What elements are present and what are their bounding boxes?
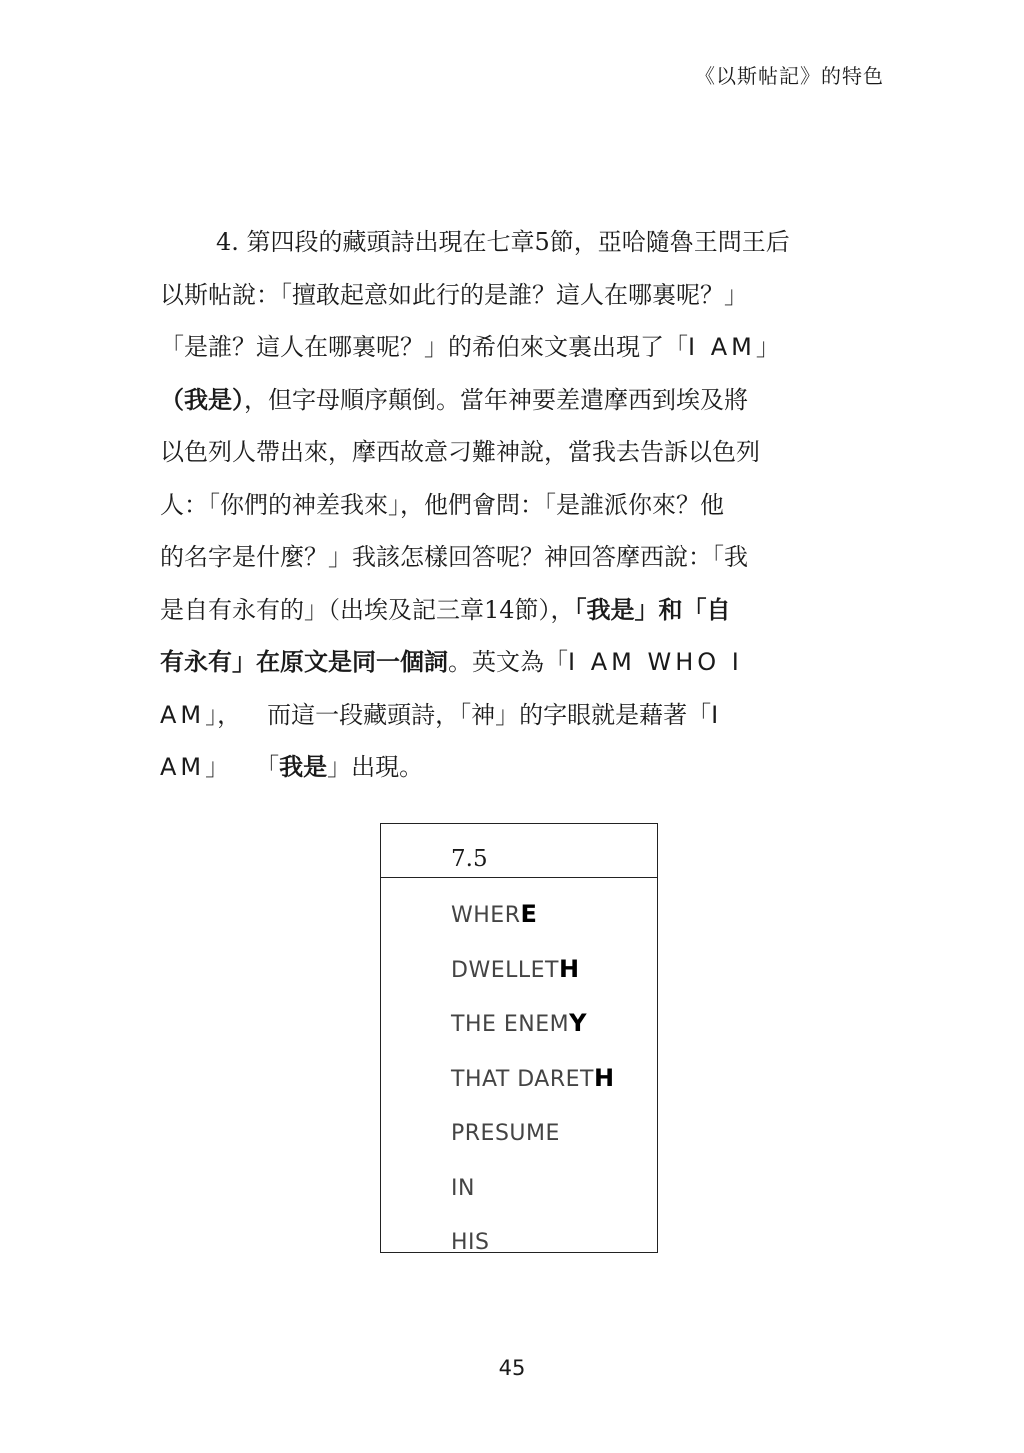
text-segment: 「 [255, 753, 280, 781]
text-segment: 以色列人帶出來，摩西故意刁難神說，當我去告訴以色列 [160, 438, 760, 466]
bold-text: （我是） [160, 385, 244, 414]
verse-line [451, 1215, 657, 1270]
verse-reference: 7.5 [381, 824, 657, 878]
acrostic-verse-box [380, 823, 658, 1253]
text-segment: 4. 第四段的藏頭詩出現在七章5節，亞哈隨魯王問王后 [216, 228, 790, 256]
text-segment: 以斯帖說：「擅敢起意如此行的是誰？這人在哪裏呢？」 [160, 280, 748, 309]
acrostic-letter: H [593, 1063, 615, 1092]
text-segment: 」出現。 [327, 753, 424, 781]
text-segment: 。英文為「 [448, 648, 568, 676]
running-header: 《以斯帖記》的特色 [695, 64, 884, 88]
text-segment: 的名字是什麼？」我該怎樣回答呢？神回答摩西說：「我 [160, 543, 748, 571]
body-paragraph [160, 216, 882, 794]
verse-text: WHER [451, 903, 521, 928]
text-line [160, 426, 882, 479]
i-am-who-i-am-handwritten: I AM WHO I [568, 648, 743, 676]
am-handwritten: AM [160, 700, 206, 729]
i-am-handwritten: I AM [688, 333, 756, 361]
verse-text: THE ENEM [451, 1012, 570, 1037]
verse-line [451, 943, 657, 998]
text-segment: ，但字母順序顛倒。當年神要差遣摩西到埃及將 [244, 385, 748, 414]
text-line [160, 741, 882, 794]
acrostic-letter: Y [569, 1009, 588, 1037]
text-line [160, 269, 882, 322]
text-line [160, 479, 882, 532]
text-segment: 「是誰？這人在哪裏呢？」的希伯來文裏出現了「 [160, 333, 688, 361]
text-line [160, 584, 882, 637]
verse-line [451, 888, 657, 943]
page-number: 45 [498, 1356, 526, 1380]
text-line [160, 321, 882, 374]
verse-line [451, 1106, 657, 1161]
verse-lines [381, 878, 657, 1270]
verse-line [451, 1161, 657, 1216]
i-handwritten: I [711, 700, 723, 729]
verse-text: IN [451, 1175, 475, 1201]
bold-text: 我是 [279, 753, 328, 781]
acrostic-letter: E [520, 900, 538, 928]
text-line [160, 531, 882, 584]
verse-line [451, 997, 657, 1052]
verse-line [451, 1052, 657, 1107]
verse-text: THAT DARET [451, 1066, 594, 1092]
text-line [160, 216, 882, 269]
text-segment: 人：「你們的神差我來」，他們會問：「是誰派你來？他 [160, 490, 724, 519]
text-segment: 」， [205, 700, 242, 729]
verse-text: DWELLET [451, 957, 559, 983]
acrostic-letter: H [558, 954, 580, 983]
am-handwritten: AM [160, 753, 206, 781]
text-segment: 」 [755, 333, 780, 361]
bold-text: 有永有」在原文是同一個詞 [160, 648, 448, 676]
bold-text: 「我是」和「自 [574, 595, 731, 624]
text-line [160, 636, 882, 689]
text-line [160, 689, 882, 742]
text-segment: 而這一段藏頭詩，「神」的字眼就是藉著「 [267, 700, 712, 729]
text-segment: 是自有永有的」（出埃及記三章14節）， [160, 595, 575, 624]
verse-text: PRESUME [451, 1121, 560, 1146]
verse-text: HIS [451, 1230, 490, 1255]
text-line [160, 374, 882, 427]
text-segment: 」 [205, 753, 230, 781]
